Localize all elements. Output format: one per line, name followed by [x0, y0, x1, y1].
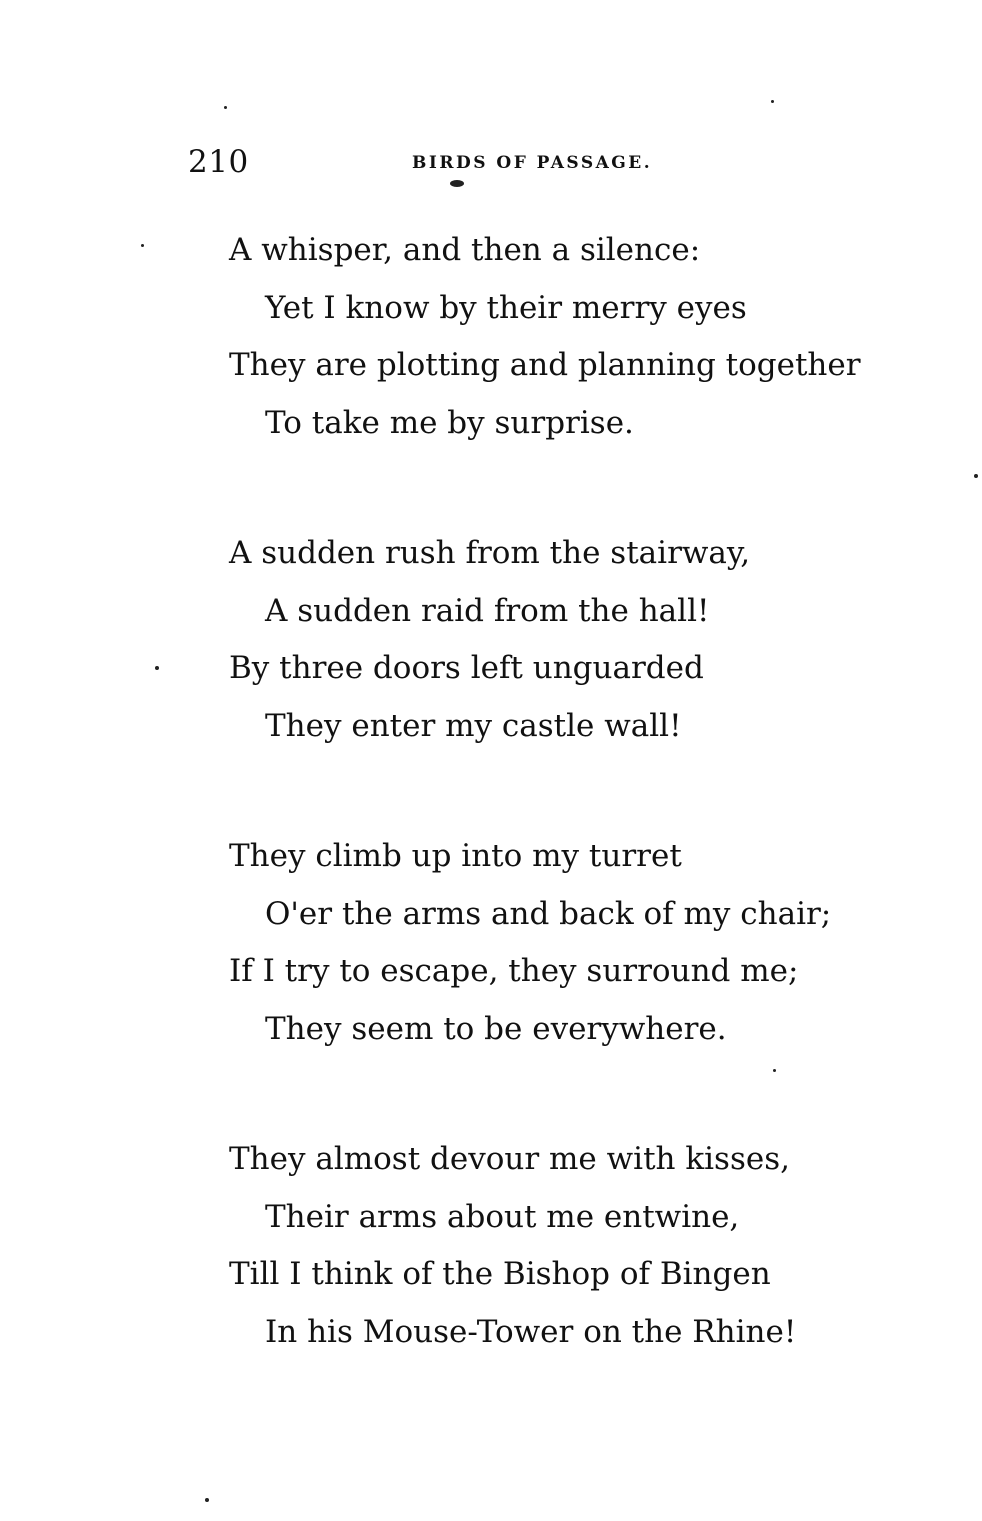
print-speck — [205, 1498, 209, 1502]
poem-line: They seem to be everywhere. — [265, 1010, 727, 1047]
print-speck — [141, 244, 144, 247]
page-number: 210 — [188, 144, 249, 180]
poem-line: A sudden raid from the hall! — [265, 592, 710, 629]
print-speck — [974, 474, 978, 478]
poem-line: They climb up into my turret — [229, 838, 682, 874]
poem-line: A whisper, and then a silence: — [229, 232, 701, 268]
poem-line: If I try to escape, they surround me; — [229, 953, 799, 989]
print-speck — [450, 180, 464, 187]
poem — [0, 222, 982, 1434]
stanza-3 — [0, 828, 982, 1058]
print-speck — [771, 100, 774, 103]
poem-line: Till I think of the Bishop of Bingen — [229, 1256, 771, 1292]
print-speck — [773, 1069, 776, 1072]
page-header — [0, 140, 982, 184]
poem-line: Yet I know by their merry eyes — [265, 289, 747, 326]
poem-line: Their arms about me entwine, — [265, 1198, 740, 1235]
poem-line: They almost devour me with kisses, — [229, 1141, 790, 1177]
poem-line: O'er the arms and back of my chair; — [265, 895, 832, 932]
poem-line: They are plotting and planning together — [229, 347, 861, 383]
poem-line: In his Mouse-Tower on the Rhine! — [265, 1313, 797, 1350]
stanza-1 — [0, 222, 982, 452]
poem-line: A sudden rush from the stairway, — [229, 535, 751, 571]
print-speck — [155, 666, 159, 670]
poem-line: By three doors left unguarded — [229, 650, 704, 686]
stanza-2 — [0, 525, 982, 755]
print-speck — [224, 106, 227, 109]
stanza-4 — [0, 1131, 982, 1361]
poem-line: They enter my castle wall! — [265, 707, 682, 744]
poem-line: To take me by surprise. — [265, 404, 634, 441]
running-title: BIRDS OF PASSAGE. — [412, 153, 653, 173]
